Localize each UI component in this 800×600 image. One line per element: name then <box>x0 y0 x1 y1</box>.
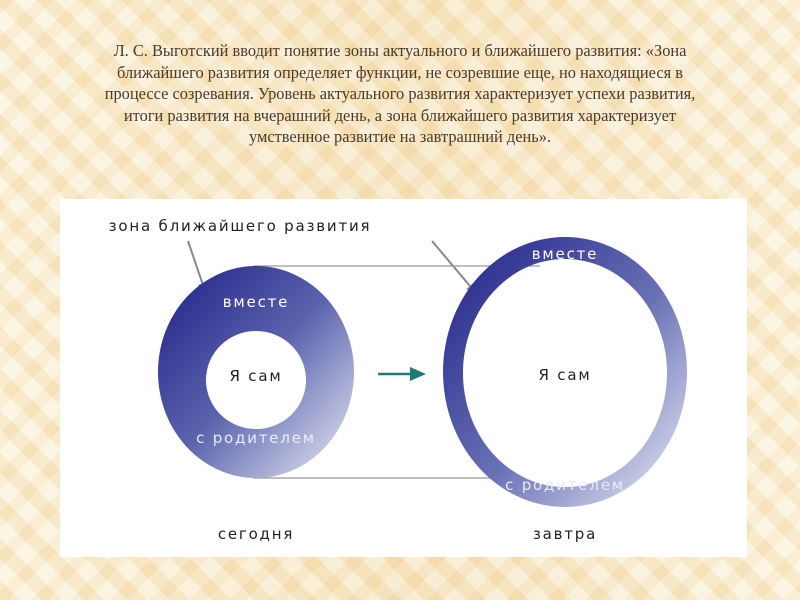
zone-label: зона ближайшего развития <box>108 217 372 235</box>
tomorrow-circle <box>443 237 687 507</box>
zpd-diagram <box>60 199 747 557</box>
slide-text <box>40 40 760 148</box>
today-inner-label: Я сам <box>229 367 283 385</box>
tomorrow-outer-label: вместе <box>531 245 599 263</box>
tomorrow-bottom-label: с родителем <box>505 476 625 494</box>
text-line-4: итоги развития на вчерашний день, а зона ближайшего развития характеризует <box>123 105 677 125</box>
text-line-1: Л. С. Выготский вводит понятие зоны актуального и ближайшего развития: «Зона <box>113 41 687 60</box>
diagram-canvas <box>60 199 747 557</box>
today-caption: сегодня <box>217 525 295 543</box>
tomorrow-caption: завтра <box>532 525 598 543</box>
text-line-2: ближайшего развития определяет функции, не созревшие еще, но находящиеся в <box>117 62 683 82</box>
transition-arrow <box>378 367 426 381</box>
text-line-3: процессе созревания. Уровень актуального развития характеризует успехи развития, <box>104 84 696 103</box>
text-line-5: умственное развитие на завтрашний день». <box>248 127 552 146</box>
today-bottom-label: с родителем <box>196 429 316 447</box>
today-outer-label: вместе <box>222 293 290 311</box>
today-circle <box>158 266 354 478</box>
tomorrow-inner-label: Я сам <box>538 366 592 384</box>
